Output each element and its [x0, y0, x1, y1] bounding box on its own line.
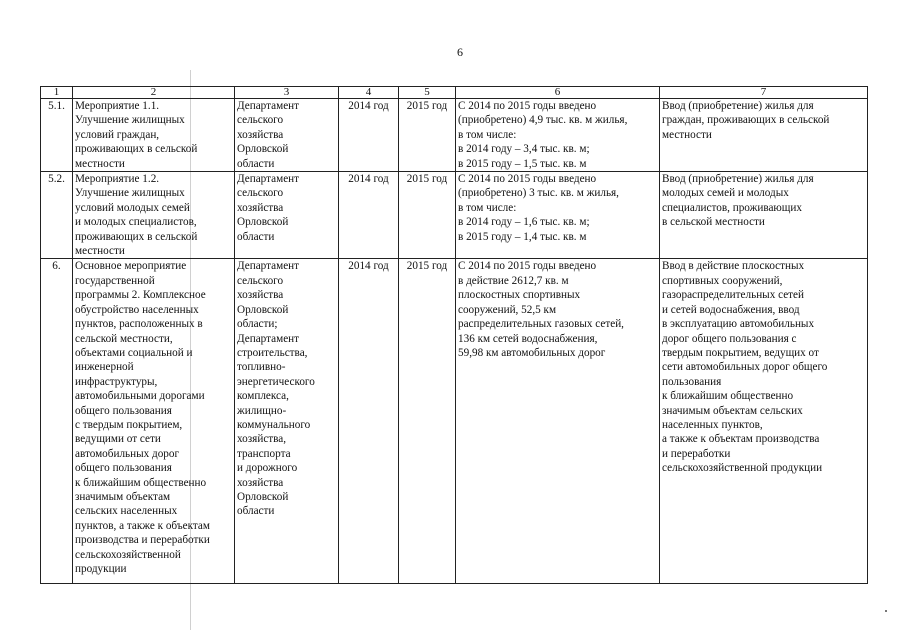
table-row	[41, 99, 868, 172]
start-year-cell: 2014 год	[339, 99, 399, 172]
column-header: 3	[235, 87, 339, 99]
indicator-cell: Ввод (приобретение) жилья для молодых семей и молодых специалистов, проживающих в сельской местности	[660, 172, 868, 259]
column-header: 1	[41, 87, 73, 99]
measure-cell: Основное мероприятие государственной программы 2. Комплексное обустройство населенных пунктов, расположенных в сельской местности, объектами социальной и инженерной инфраструктуры, автомобильными дорогами общего пользования с твердым покрытием, ведущими от сети автомобильных дорог общего пользования к ближайшим общественно значимым объектам сельских населенных пунктов, а также к объектам производства и переработки сельскохозяйственной продукции	[73, 259, 235, 584]
column-header: 7	[660, 87, 868, 99]
result-cell: С 2014 по 2015 годы введено в действие 2612,7 кв. м плоскостных спортивных сооружений, 52,5 км распределительных газовых сетей, 136 км сетей водоснабжения, 59,98 км автомобильных дорог	[456, 259, 660, 584]
measure-cell: Мероприятие 1.1. Улучшение жилищных условий граждан, проживающих в сельской местности	[73, 99, 235, 172]
row-number: 5.1.	[41, 99, 73, 172]
column-header: 6	[456, 87, 660, 99]
table-row	[41, 172, 868, 259]
table-row	[41, 259, 868, 584]
executor-cell: Департамент сельского хозяйства Орловской области	[235, 172, 339, 259]
program-table	[40, 86, 868, 584]
column-header: 4	[339, 87, 399, 99]
measure-cell: Мероприятие 1.2. Улучшение жилищных условий молодых семей и молодых специалистов, проживающих в сельской местности	[73, 172, 235, 259]
column-header: 5	[399, 87, 456, 99]
page-number: 6	[457, 45, 463, 59]
indicator-cell: Ввод в действие плоскостных спортивных сооружений, газораспределительных сетей и сетей водоснабжения, ввод в эксплуатацию автомобильных дорог общего пользования с твердым покрытием, ведущих от сети автомобильных дорог общего пользования к ближайшим общественно значимым объектам сельских населенных пунктов, а также к объектам производства и переработки сельскохозяйственной продукции	[660, 259, 868, 584]
end-year-cell: 2015 год	[399, 172, 456, 259]
end-year-cell: 2015 год	[399, 99, 456, 172]
start-year-cell: 2014 год	[339, 172, 399, 259]
header-row	[41, 87, 868, 99]
executor-cell: Департамент сельского хозяйства Орловской области; Департамент строительства, топливно- энергетического комплекса, жилищно- коммунального хозяйства, транспорта и дорожного хозяйства Орловской области	[235, 259, 339, 584]
end-year-cell: 2015 год	[399, 259, 456, 584]
executor-cell: Департамент сельского хозяйства Орловской области	[235, 99, 339, 172]
result-cell: С 2014 по 2015 годы введено (приобретено) 3 тыс. кв. м жилья, в том числе: в 2014 году – 1,6 тыс. кв. м; в 2015 году – 1,4 тыс. кв. м	[456, 172, 660, 259]
row-number: 6.	[41, 259, 73, 584]
scan-mark	[885, 610, 887, 612]
start-year-cell: 2014 год	[339, 259, 399, 584]
row-number: 5.2.	[41, 172, 73, 259]
column-header: 2	[73, 87, 235, 99]
result-cell: С 2014 по 2015 годы введено (приобретено) 4,9 тыс. кв. м жилья, в том числе: в 2014 году – 3,4 тыс. кв. м; в 2015 году – 1,5 тыс. кв. м	[456, 99, 660, 172]
indicator-cell: Ввод (приобретение) жилья для граждан, проживающих в сельской местности	[660, 99, 868, 172]
